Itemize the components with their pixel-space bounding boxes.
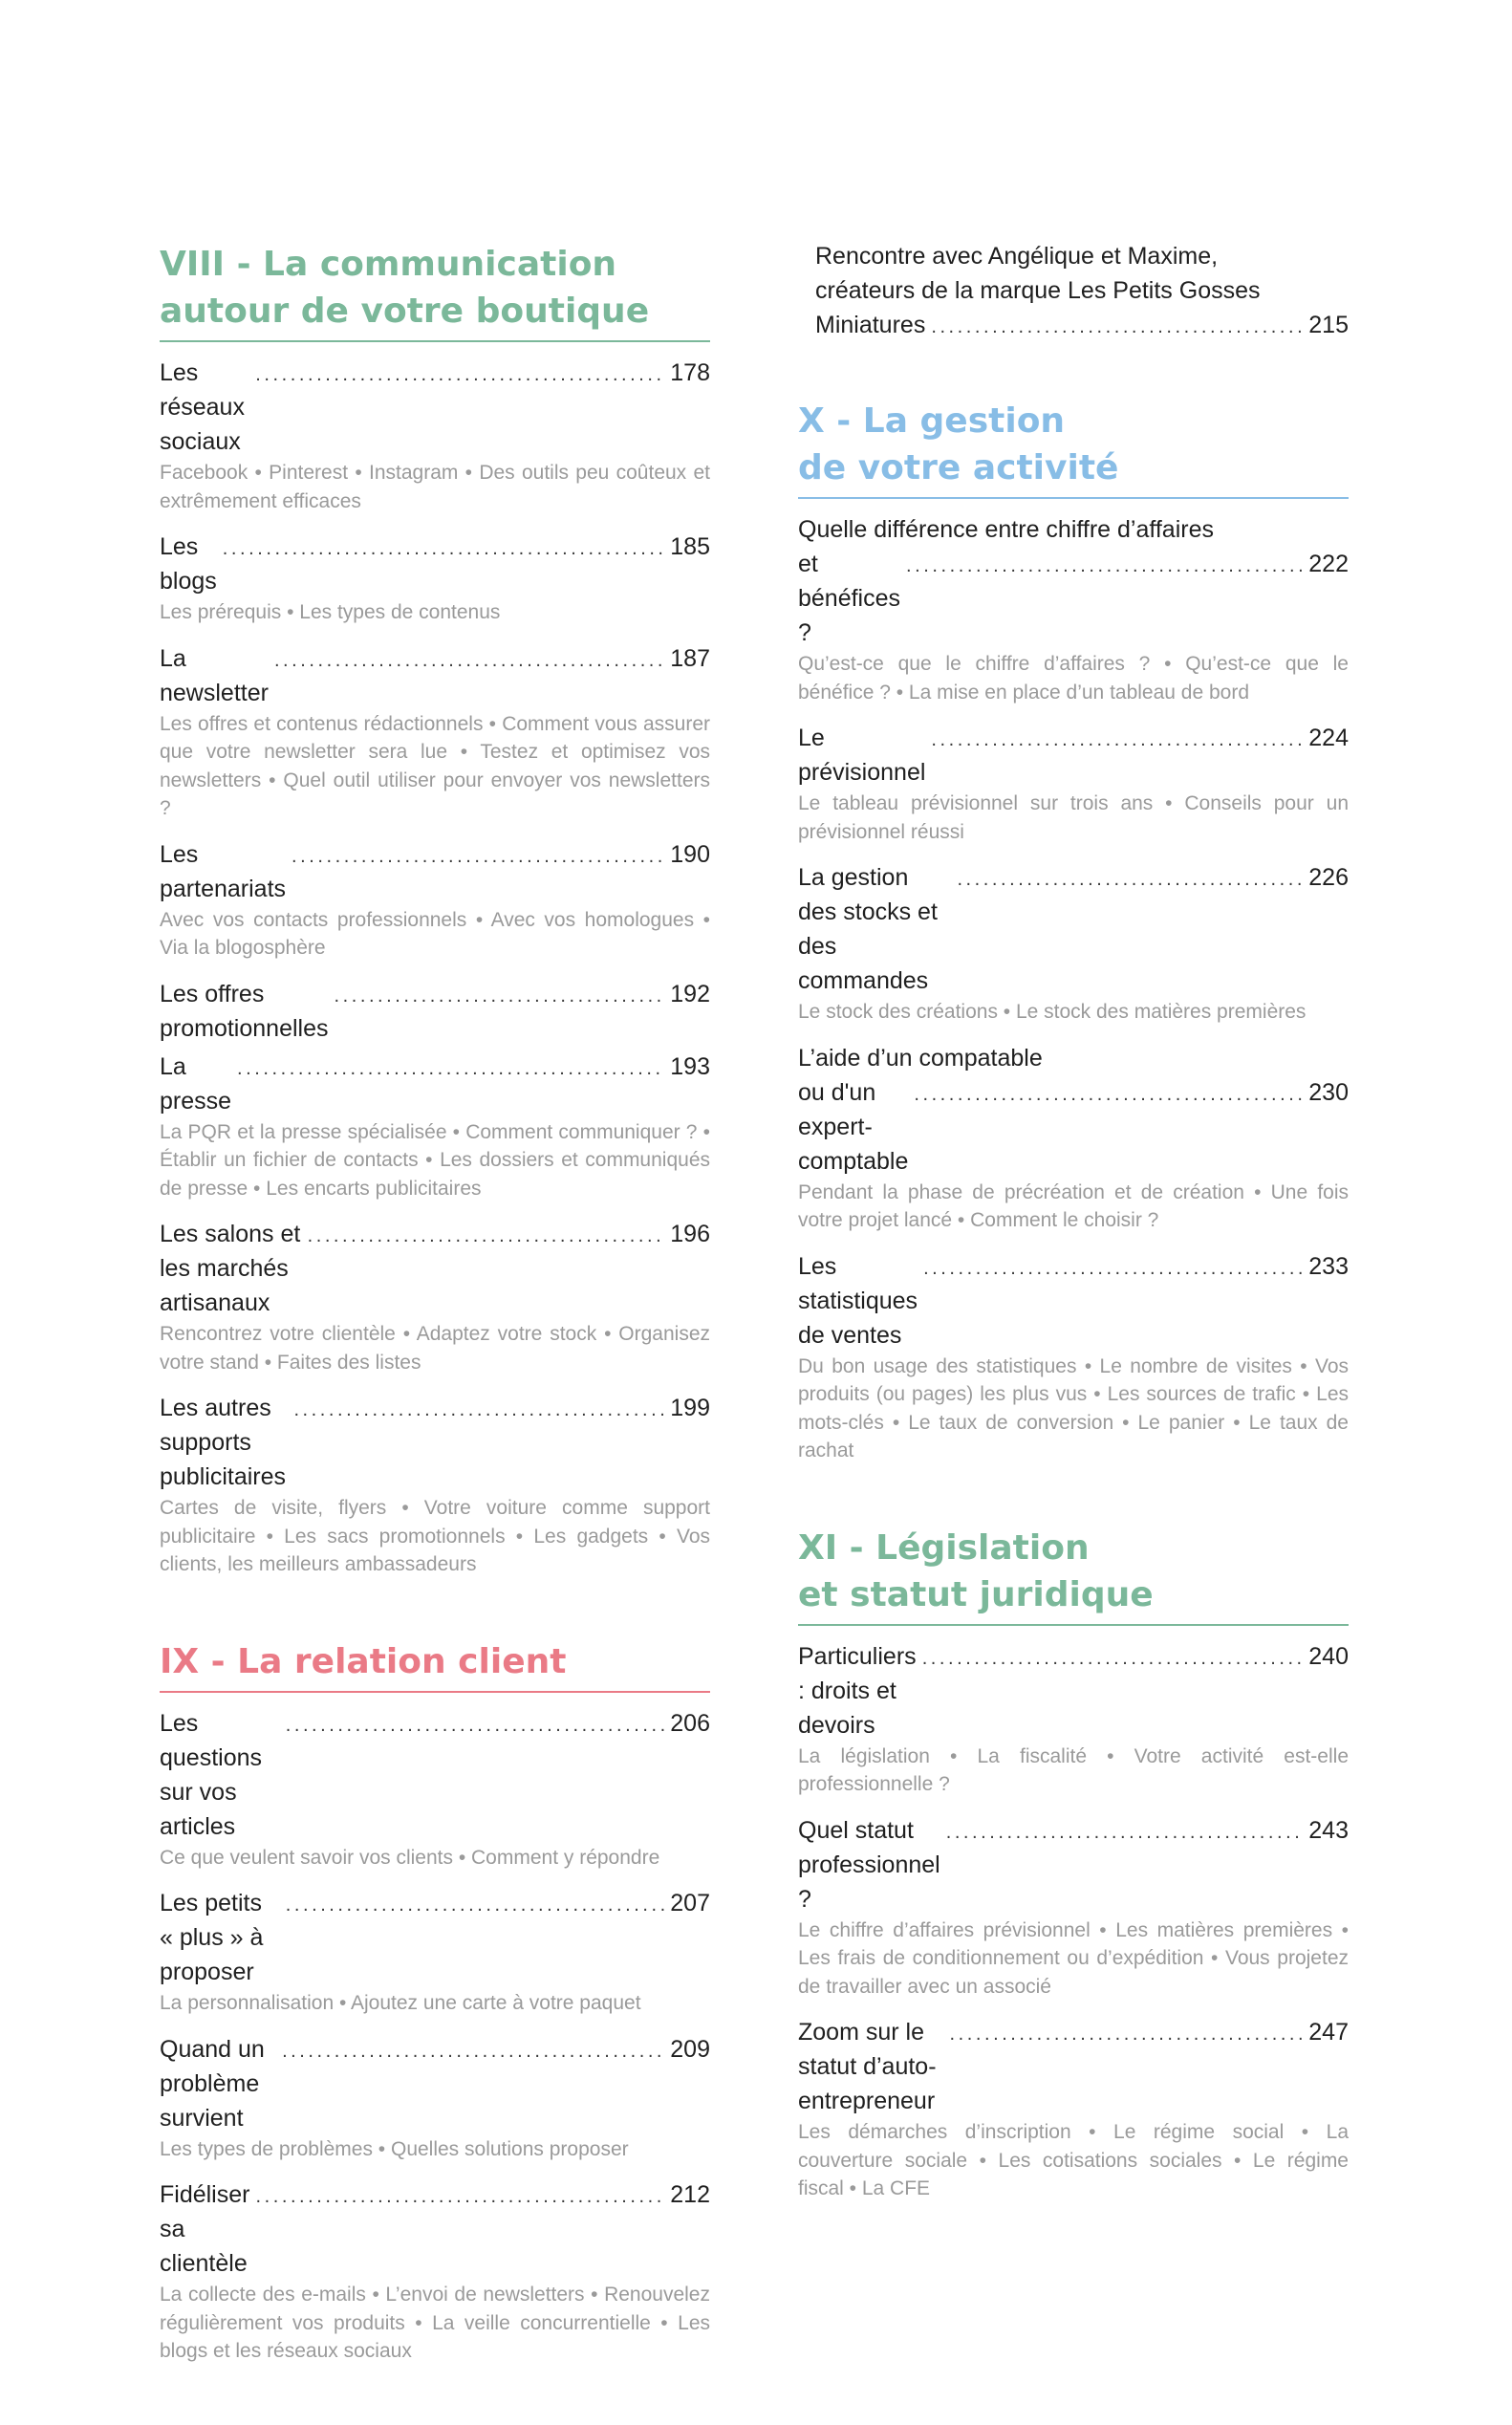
toc-entry[interactable] bbox=[160, 1886, 710, 2018]
entry-page: 222 bbox=[1308, 551, 1349, 577]
dot-leader bbox=[282, 2034, 664, 2068]
dot-leader bbox=[957, 862, 1303, 897]
entry-title: Les partenariats bbox=[160, 840, 287, 902]
entry-title: ou d'un expert-comptable bbox=[798, 1078, 909, 1175]
entry-description: Facebook • Pinterest • Instagram • Des outils peu coûteux et extrêmement efficaces bbox=[160, 462, 710, 512]
dot-leader bbox=[950, 2017, 1304, 2051]
entry-description: Ce que veulent savoir vos clients • Comment y répondre bbox=[160, 1846, 660, 1869]
section-title-line: autour de votre boutique bbox=[160, 292, 650, 331]
entry-title: Quand un problème survient bbox=[160, 2035, 265, 2132]
toc-entry[interactable] bbox=[160, 1706, 710, 1873]
entry-page: 224 bbox=[1308, 725, 1349, 751]
entry-title: La newsletter bbox=[160, 644, 269, 706]
toc-entry[interactable] bbox=[160, 977, 710, 1046]
entry-description: Les démarches d’inscription • Le régime social • La couverture sociale • Les cotisations sociales • Le régime fiscal • La CFE bbox=[798, 2121, 1349, 2199]
section-rule bbox=[798, 497, 1349, 499]
entry-title: Les statistiques de ventes bbox=[798, 1252, 918, 1349]
toc-entry[interactable] bbox=[798, 721, 1349, 846]
section-x bbox=[798, 398, 1349, 1465]
entry-title: La presse bbox=[160, 1052, 232, 1115]
entry-page: 185 bbox=[670, 533, 710, 560]
right-column bbox=[798, 241, 1349, 2263]
toc-entry[interactable] bbox=[160, 530, 710, 627]
toc-entry[interactable] bbox=[160, 2177, 710, 2366]
entry-title-line: Quelle différence entre chiffre d’affaires bbox=[798, 516, 1214, 543]
dot-leader bbox=[255, 357, 664, 392]
entry-page: 199 bbox=[670, 1395, 710, 1421]
section-title-line: IX - La relation client bbox=[160, 1641, 567, 1681]
section-title-line: de votre activité bbox=[798, 448, 1119, 487]
entry-title: Zoom sur le statut d’auto-entrepreneur bbox=[798, 2019, 937, 2114]
section-title-line: VIII - La communication bbox=[160, 245, 617, 284]
entry-page: 209 bbox=[670, 2035, 710, 2063]
dot-leader bbox=[914, 1077, 1303, 1112]
entry-page: 190 bbox=[670, 840, 710, 868]
dot-leader bbox=[922, 1641, 1304, 1676]
entry-description: Cartes de visite, flyers • Votre voiture comme support publicitaire • Les sacs promotionnels • Les gadgets • Vos clients, les meilleurs ambassadeurs bbox=[160, 1497, 710, 1575]
entry-description: Les types de problèmes • Quelles solutions proposer bbox=[160, 2137, 629, 2160]
entry-title: Les salons et les marchés artisanaux bbox=[160, 1221, 301, 1316]
entry-page: 207 bbox=[670, 1890, 710, 1916]
section-title bbox=[798, 1525, 1349, 1624]
toc-entry[interactable] bbox=[798, 512, 1349, 706]
section-title bbox=[160, 241, 710, 340]
dot-leader bbox=[293, 1393, 664, 1427]
entry-title: Les offres promotionnelles bbox=[160, 980, 329, 1042]
entry-title: Les réseaux sociaux bbox=[160, 359, 245, 455]
toc-entry[interactable] bbox=[160, 356, 710, 515]
entry-description: Les prérequis • Les types de contenus bbox=[160, 601, 501, 623]
entry-title: La gestion des stocks et des commandes bbox=[798, 864, 938, 994]
entry-page: 215 bbox=[1308, 312, 1349, 338]
section-title-line: XI - Législation bbox=[798, 1527, 1090, 1568]
intro-line bbox=[815, 239, 1349, 273]
toc-entry[interactable] bbox=[160, 2032, 710, 2164]
dot-leader bbox=[906, 549, 1303, 583]
dot-leader bbox=[237, 1051, 664, 1086]
entry-page: 233 bbox=[1308, 1252, 1349, 1280]
entry-page: 243 bbox=[1308, 1816, 1349, 1844]
section-rule bbox=[160, 1691, 710, 1693]
entry-description: La législation • La fiscalité • Votre activité est-elle professionnelle ? bbox=[798, 1744, 1349, 1795]
intro-text: Rencontre avec Angélique et Maxime, bbox=[815, 243, 1219, 270]
entry-title: Les questions sur vos articles bbox=[160, 1709, 263, 1840]
toc-entry[interactable] bbox=[160, 1391, 710, 1579]
section-viii bbox=[160, 241, 710, 1579]
entry-description: Pendant la phase de précréation et de création • Une fois votre projet lancé • Comment le choisir ? bbox=[798, 1180, 1349, 1231]
toc-entry[interactable] bbox=[160, 837, 710, 963]
toc-entry[interactable] bbox=[798, 860, 1349, 1027]
entry-description: La collecte des e-mails • L’envoi de newsletters • Renouvelez régulièrement vos produits • La veille concurrentielle • Les blogs et les réseaux sociaux bbox=[160, 2284, 710, 2362]
entry-title: Le prévisionnel bbox=[798, 725, 926, 786]
entry-page: 187 bbox=[670, 644, 710, 672]
entry-page: 230 bbox=[1308, 1078, 1349, 1106]
toc-entry[interactable] bbox=[798, 1041, 1349, 1235]
entry-title: et bénéfices ? bbox=[798, 551, 901, 646]
section-xi bbox=[798, 1525, 1349, 2203]
toc-entry[interactable] bbox=[160, 1050, 710, 1203]
entry-page: 212 bbox=[670, 2181, 710, 2208]
entry-page: 240 bbox=[1308, 1642, 1349, 1670]
entry-description: Qu’est-ce que le chiffre d’affaires ? • Qu’est-ce que le bénéfice ? • La mise en place d’un tableau de bord bbox=[798, 653, 1349, 704]
section-title bbox=[798, 398, 1349, 497]
section-title bbox=[160, 1638, 710, 1691]
dot-leader bbox=[931, 310, 1303, 344]
dot-leader bbox=[931, 723, 1303, 757]
entry-page: 226 bbox=[1308, 864, 1349, 891]
section-ix bbox=[160, 1638, 710, 2366]
intro-text: Miniatures bbox=[815, 312, 926, 338]
entry-title: Quel statut professionnel ? bbox=[798, 1816, 940, 1913]
toc-entry[interactable] bbox=[798, 2015, 1349, 2203]
section-rule bbox=[798, 1624, 1349, 1626]
dot-leader bbox=[286, 1708, 665, 1743]
dot-leader bbox=[334, 979, 664, 1013]
entry-description: La PQR et la presse spécialisée • Comment communiquer ? • Établir un fichier de contacts • Les dossiers et communiqués de presse • Les encarts publicitaires bbox=[160, 1120, 710, 1200]
entry-description: Le tableau prévisionnel sur trois ans • Conseils pour un prévisionnel réussi bbox=[798, 792, 1349, 843]
entry-description: Les offres et contenus rédactionnels • Comment vous assurer que votre newsletter sera lue • Testez et optimisez vos newsletters • Quel outil utiliser pour envoyer vos newsletters ? bbox=[160, 712, 710, 819]
section-title-line: et statut juridique bbox=[798, 1574, 1154, 1614]
entry-title: Les petits « plus » à proposer bbox=[160, 1890, 264, 1985]
entry-page: 178 bbox=[670, 359, 710, 386]
section-rule bbox=[160, 340, 710, 342]
entry-description: Le stock des créations • Le stock des matières premières bbox=[798, 1001, 1307, 1023]
toc-entry[interactable] bbox=[798, 1249, 1349, 1465]
entry-page: 206 bbox=[670, 1709, 710, 1737]
entry-page: 247 bbox=[1308, 2019, 1349, 2046]
toc-entry[interactable] bbox=[160, 641, 710, 823]
intro-line bbox=[815, 308, 1349, 344]
entry-title: Les autres supports publicitaires bbox=[160, 1395, 287, 1490]
dot-leader bbox=[255, 2179, 664, 2214]
toc-entry[interactable] bbox=[798, 1813, 1349, 2002]
intro-line bbox=[815, 273, 1349, 308]
entry-description: Avec vos contacts professionnels • Avec vos homologues • Via la blogosphère bbox=[160, 908, 710, 959]
dot-leader bbox=[308, 1219, 665, 1253]
entry-description: Le chiffre d’affaires prévisionnel • Les matières premières • Les frais de conditionnement ou d’expédition • Vous projetez de travailler avec un associé bbox=[798, 1918, 1349, 1998]
entry-page: 196 bbox=[670, 1221, 710, 1247]
entry-title: Fidéliser sa clientèle bbox=[160, 2181, 250, 2277]
left-column bbox=[160, 241, 710, 2425]
toc-entry[interactable] bbox=[160, 1217, 710, 1376]
dot-leader bbox=[292, 839, 664, 874]
entry-description: Du bon usage des statistiques • Le nombre de visites • Vos produits (ou pages) les plus vus • Les sources de trafic • Les mots-clés • Le taux de conversion • Le panier • Le taux de rachat bbox=[798, 1354, 1349, 1461]
entry-page: 192 bbox=[670, 980, 710, 1007]
entry-title-line: L’aide d’un compatable bbox=[798, 1044, 1043, 1072]
toc-entry[interactable] bbox=[798, 1639, 1349, 1799]
dot-leader bbox=[286, 1888, 665, 1922]
entry-title: Particuliers : droits et devoirs bbox=[798, 1642, 917, 1739]
dot-leader bbox=[946, 1815, 1304, 1850]
intro-entry[interactable] bbox=[815, 239, 1349, 344]
entry-description: La personnalisation • Ajoutez une carte à votre paquet bbox=[160, 1992, 641, 2014]
dot-leader bbox=[223, 531, 665, 566]
dot-leader bbox=[923, 1251, 1303, 1286]
entry-title: Les blogs bbox=[160, 533, 217, 595]
dot-leader bbox=[274, 643, 664, 678]
entry-description: Rencontrez votre clientèle • Adaptez votre stock • Organisez votre stand • Faites des listes bbox=[160, 1323, 710, 1374]
entry-page: 193 bbox=[670, 1052, 710, 1080]
intro-text: créateurs de la marque Les Petits Gosses bbox=[815, 277, 1261, 304]
section-title-line: X - La gestion bbox=[798, 401, 1066, 441]
